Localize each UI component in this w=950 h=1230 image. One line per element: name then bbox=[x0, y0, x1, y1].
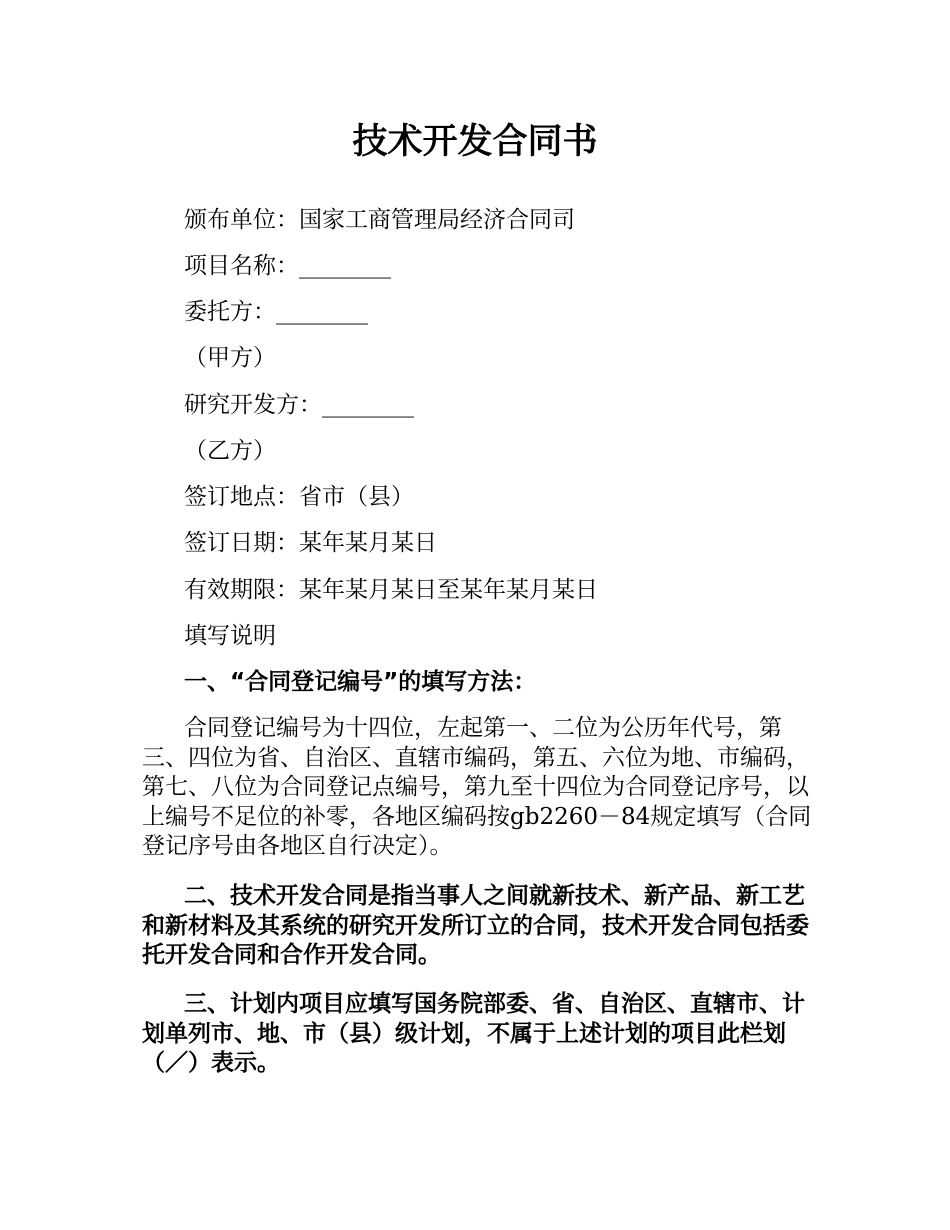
paragraph-plan-projects: 三、计划内项目应填写国务院部委、省、自治区、直辖市、计划单列市、地、市（县）级计划，不属于上述计划的项目此栏划（／）表示。 bbox=[142, 991, 805, 1076]
field-party-b: （乙方） bbox=[184, 438, 276, 464]
field-project-name: 项目名称：________ bbox=[184, 253, 391, 279]
paragraph-definition: 二、技术开发合同是指当事人之间就新技术、新产品、新工艺和新材料及其系统的研究开发所订立的合同，技术开发合同包括委托开发合同和合作开发合同。 bbox=[142, 883, 809, 968]
field-party-a: （甲方） bbox=[184, 345, 276, 371]
field-signing-place: 签订地点：省市（县） bbox=[184, 484, 414, 510]
paragraph-contract-number: 合同登记编号为十四位，左起第一、二位为公历年代号，第三、四位为省、自治区、直辖市编码，第五、六位为地、市编码，第七、八位为合同登记点编号，第九至十四位为合同登记序号，以上编号不足位的补零，各地区编码按gb2260－84规定填写（合同登记序号由各地区自行决定）。 bbox=[142, 715, 812, 859]
instructions-heading: 填写说明 bbox=[184, 623, 276, 649]
field-signing-date: 签订日期：某年某月某日 bbox=[184, 530, 437, 556]
field-client: 委托方：________ bbox=[184, 299, 368, 325]
field-developer: 研究开发方：________ bbox=[184, 392, 414, 418]
document-title: 技术开发合同书 bbox=[352, 122, 598, 162]
field-validity-period: 有效期限：某年某月某日至某年某月某日 bbox=[184, 577, 598, 603]
section1-heading: 一、“合同登记编号”的填写方法： bbox=[184, 669, 537, 695]
field-issuer: 颁布单位：国家工商管理局经济合同司 bbox=[184, 207, 575, 233]
